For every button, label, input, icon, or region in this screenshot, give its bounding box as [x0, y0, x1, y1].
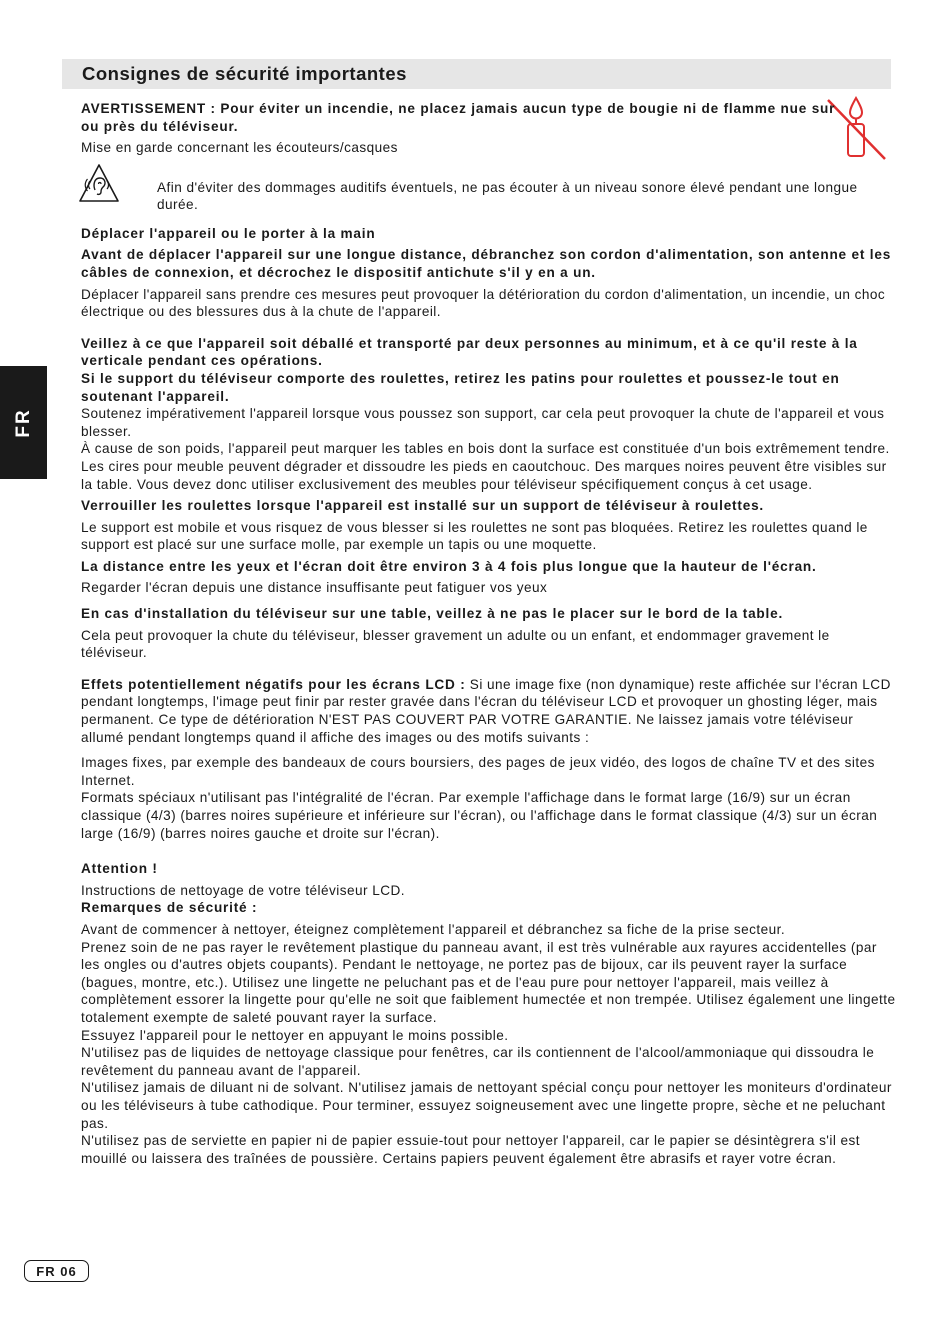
page-number-badge: FR 06: [24, 1260, 89, 1282]
unpacking-text-1: Soutenez impérativement l'appareil lorsque vous poussez son support, car cela peut provoquer la chute de l'appareil et vous blesser.: [81, 406, 885, 439]
moving-heading: Déplacer l'appareil ou le porter à la main: [81, 225, 376, 241]
distance-text: Regarder l'écran depuis une distance insuffisante peut fatiguer vos yeux: [81, 580, 548, 596]
cleaning-paragraph-6: N'utilisez pas de serviette en papier ni de papier essuie-tout pour nettoyer l'appareil, car le papier se désintègrera s'il est mouillé ou laissera des traînées de poussière. Certains papiers peuvent également être abrasifs et rayer votre écran.: [81, 1133, 861, 1166]
attention-heading: Attention !: [81, 861, 158, 877]
cleaning-paragraph-2: Prenez soin de ne pas rayer le revêtement plastique du panneau avant, il est très vulnérable aux rayures accidentelles (par les ongles ou d'autres objets coupants). Pendant le nettoyage, ne portez pas de bijoux, car ils peuvent rayer la surface (bagues, montre, etc.). Utilisez une lingette ne peluchant pas et de l'eau pure pour nettoyer l'appareil, mais veillez à complètement essorer la lingette pour qu'elle ne soit que faiblement humectée et non trempée. Utilisez également une lingette totalement exempte de saleté pouvant rayer la surface.: [81, 939, 896, 1025]
cleaning-paragraph-5: N'utilisez jamais de diluant ni de solvant. N'utilisez jamais de nettoyant spécial conçu pour nettoyer les moniteurs d'ordinateur ou les téléviseurs à tube cathodique. Pour terminer, essuyez soigneusement avec une lingette propre, sèche et ne peluchant pas.: [81, 1080, 892, 1131]
headphones-warning-row: [81, 161, 897, 217]
unpacking-text-2: À cause de son poids, l'appareil peut marquer les tables en bois dont la surface est constituée d'un bois extrêmement tendre.: [81, 441, 890, 457]
table-text: Cela peut provoquer la chute du téléviseur, blesser gravement un adulte ou un enfant, et endommager gravement le téléviseur.: [81, 627, 830, 661]
headphones-warning-text: Afin d'éviter des dommages auditifs éventuels, ne pas écouter à un niveau sonore élevé pendant une longue durée.: [157, 179, 858, 213]
cleaning-intro: Instructions de nettoyage de votre téléviseur LCD.: [81, 882, 405, 898]
unpacking-bold-1: Veillez à ce que l'appareil soit déballé et transporté par deux personnes au minimum, et à ce qu'il reste à la verticale pendant ces opérations.: [81, 335, 858, 369]
moving-bold-text: Avant de déplacer l'appareil sur une longue distance, débranchez son cordon d'alimentation, son antenne et les câbles de connexion, et décrochez le dispositif antichute s'il y en a un.: [81, 247, 892, 280]
page-title: Consignes de sécurité importantes: [82, 63, 407, 84]
candle-warning: AVERTISSEMENT : Pour éviter un incendie, ne placez jamais aucun type de bougie ni de flamme nue sur ou près du téléviseur.: [81, 101, 836, 134]
lcd-item-2: Formats spéciaux n'utilisant pas l'intégralité de l'écran. Par exemple l'affichage dans le format large (16/9) sur un écran classique (4/3) (barres noires supérieure et inférieure sur l'écran), ou l'affichage dans le format classique (4/3) sur un écran large (16/9) (barres noires gauche et droite sur l'écran).: [81, 790, 878, 841]
wheels-heading: Verrouiller les roulettes lorsque l'appareil est installé sur un support de téléviseur à roulettes.: [81, 498, 765, 514]
unpacking-text-3: Les cires pour meuble peuvent dégrader et dissoudre les pieds en caoutchouc. Des marques noires peuvent être visibles sur la table. Vous devez donc utiliser exclusivement des meubles pour téléviseur spécifiquement conçus à cet usage.: [81, 458, 887, 492]
hearing-warning-icon: [78, 163, 120, 203]
headphones-heading: Mise en garde concernant les écouteurs/casques: [81, 140, 398, 156]
safety-remarks-heading: Remarques de sécurité :: [81, 900, 258, 916]
lcd-item-1: Images fixes, par exemple des bandeaux de cours boursiers, des pages de jeux vidéo, des logos de chaîne TV et des sites Internet.: [81, 755, 875, 788]
cleaning-paragraph-3: Essuyez l'appareil pour le nettoyer en appuyant le moins possible.: [81, 1027, 509, 1043]
unpacking-bold-2: Si le support du téléviseur comporte des roulettes, retirez les patins pour roulettes et poussez-le tout en soutenant l'appareil.: [81, 370, 840, 404]
lcd-heading: Effets potentiellement négatifs pour les écrans LCD :: [81, 676, 466, 692]
document-body: [81, 100, 897, 1167]
table-heading: En cas d'installation du téléviseur sur une table, veillez à ne pas le placer sur le bord de la table.: [81, 606, 784, 622]
language-tab-label: FR: [12, 407, 34, 438]
cleaning-paragraph-4: N'utilisez pas de liquides de nettoyage classique pour fenêtres, car ils contiennent de l'alcool/ammoniaque qui dissoudra le revêtement du panneau avant de l'appareil.: [81, 1045, 875, 1078]
section-header: [62, 59, 891, 89]
distance-heading: La distance entre les yeux et l'écran doit être environ 3 à 4 fois plus longue que la hauteur de l'écran.: [81, 558, 817, 574]
language-side-tab: [0, 366, 47, 479]
wheels-text: Le support est mobile et vous risquez de vous blesser si les roulettes ne sont pas bloquées. Retirez les roulettes quand le support est placé sur une surface molle, par exemple un tapis ou une moquette.: [81, 519, 868, 553]
lcd-paragraph: [81, 676, 897, 746]
lcd-text: Si une image fixe (non dynamique) reste affichée sur l'écran LCD pendant longtemps, l'image peut finir par rester gravée dans l'écran du téléviseur LCD et provoquer un ghosting léger, mais permanent. Ce type de détérioration N'EST PAS COUVERT PAR VOTRE GARANTIE. Ne laissez jamais votre téléviseur allumé pendant longtemps quand il affiche des images ou des motifs suivants :: [81, 676, 891, 745]
moving-text: Déplacer l'appareil sans prendre ces mesures peut provoquer la détérioration du cordon d'alimentation, un incendie, un choc électrique ou des blessures dus à la chute de l'appareil.: [81, 286, 886, 320]
cleaning-paragraph-1: Avant de commencer à nettoyer, éteignez complètement l'appareil et débranchez sa fiche de la prise secteur.: [81, 921, 786, 937]
